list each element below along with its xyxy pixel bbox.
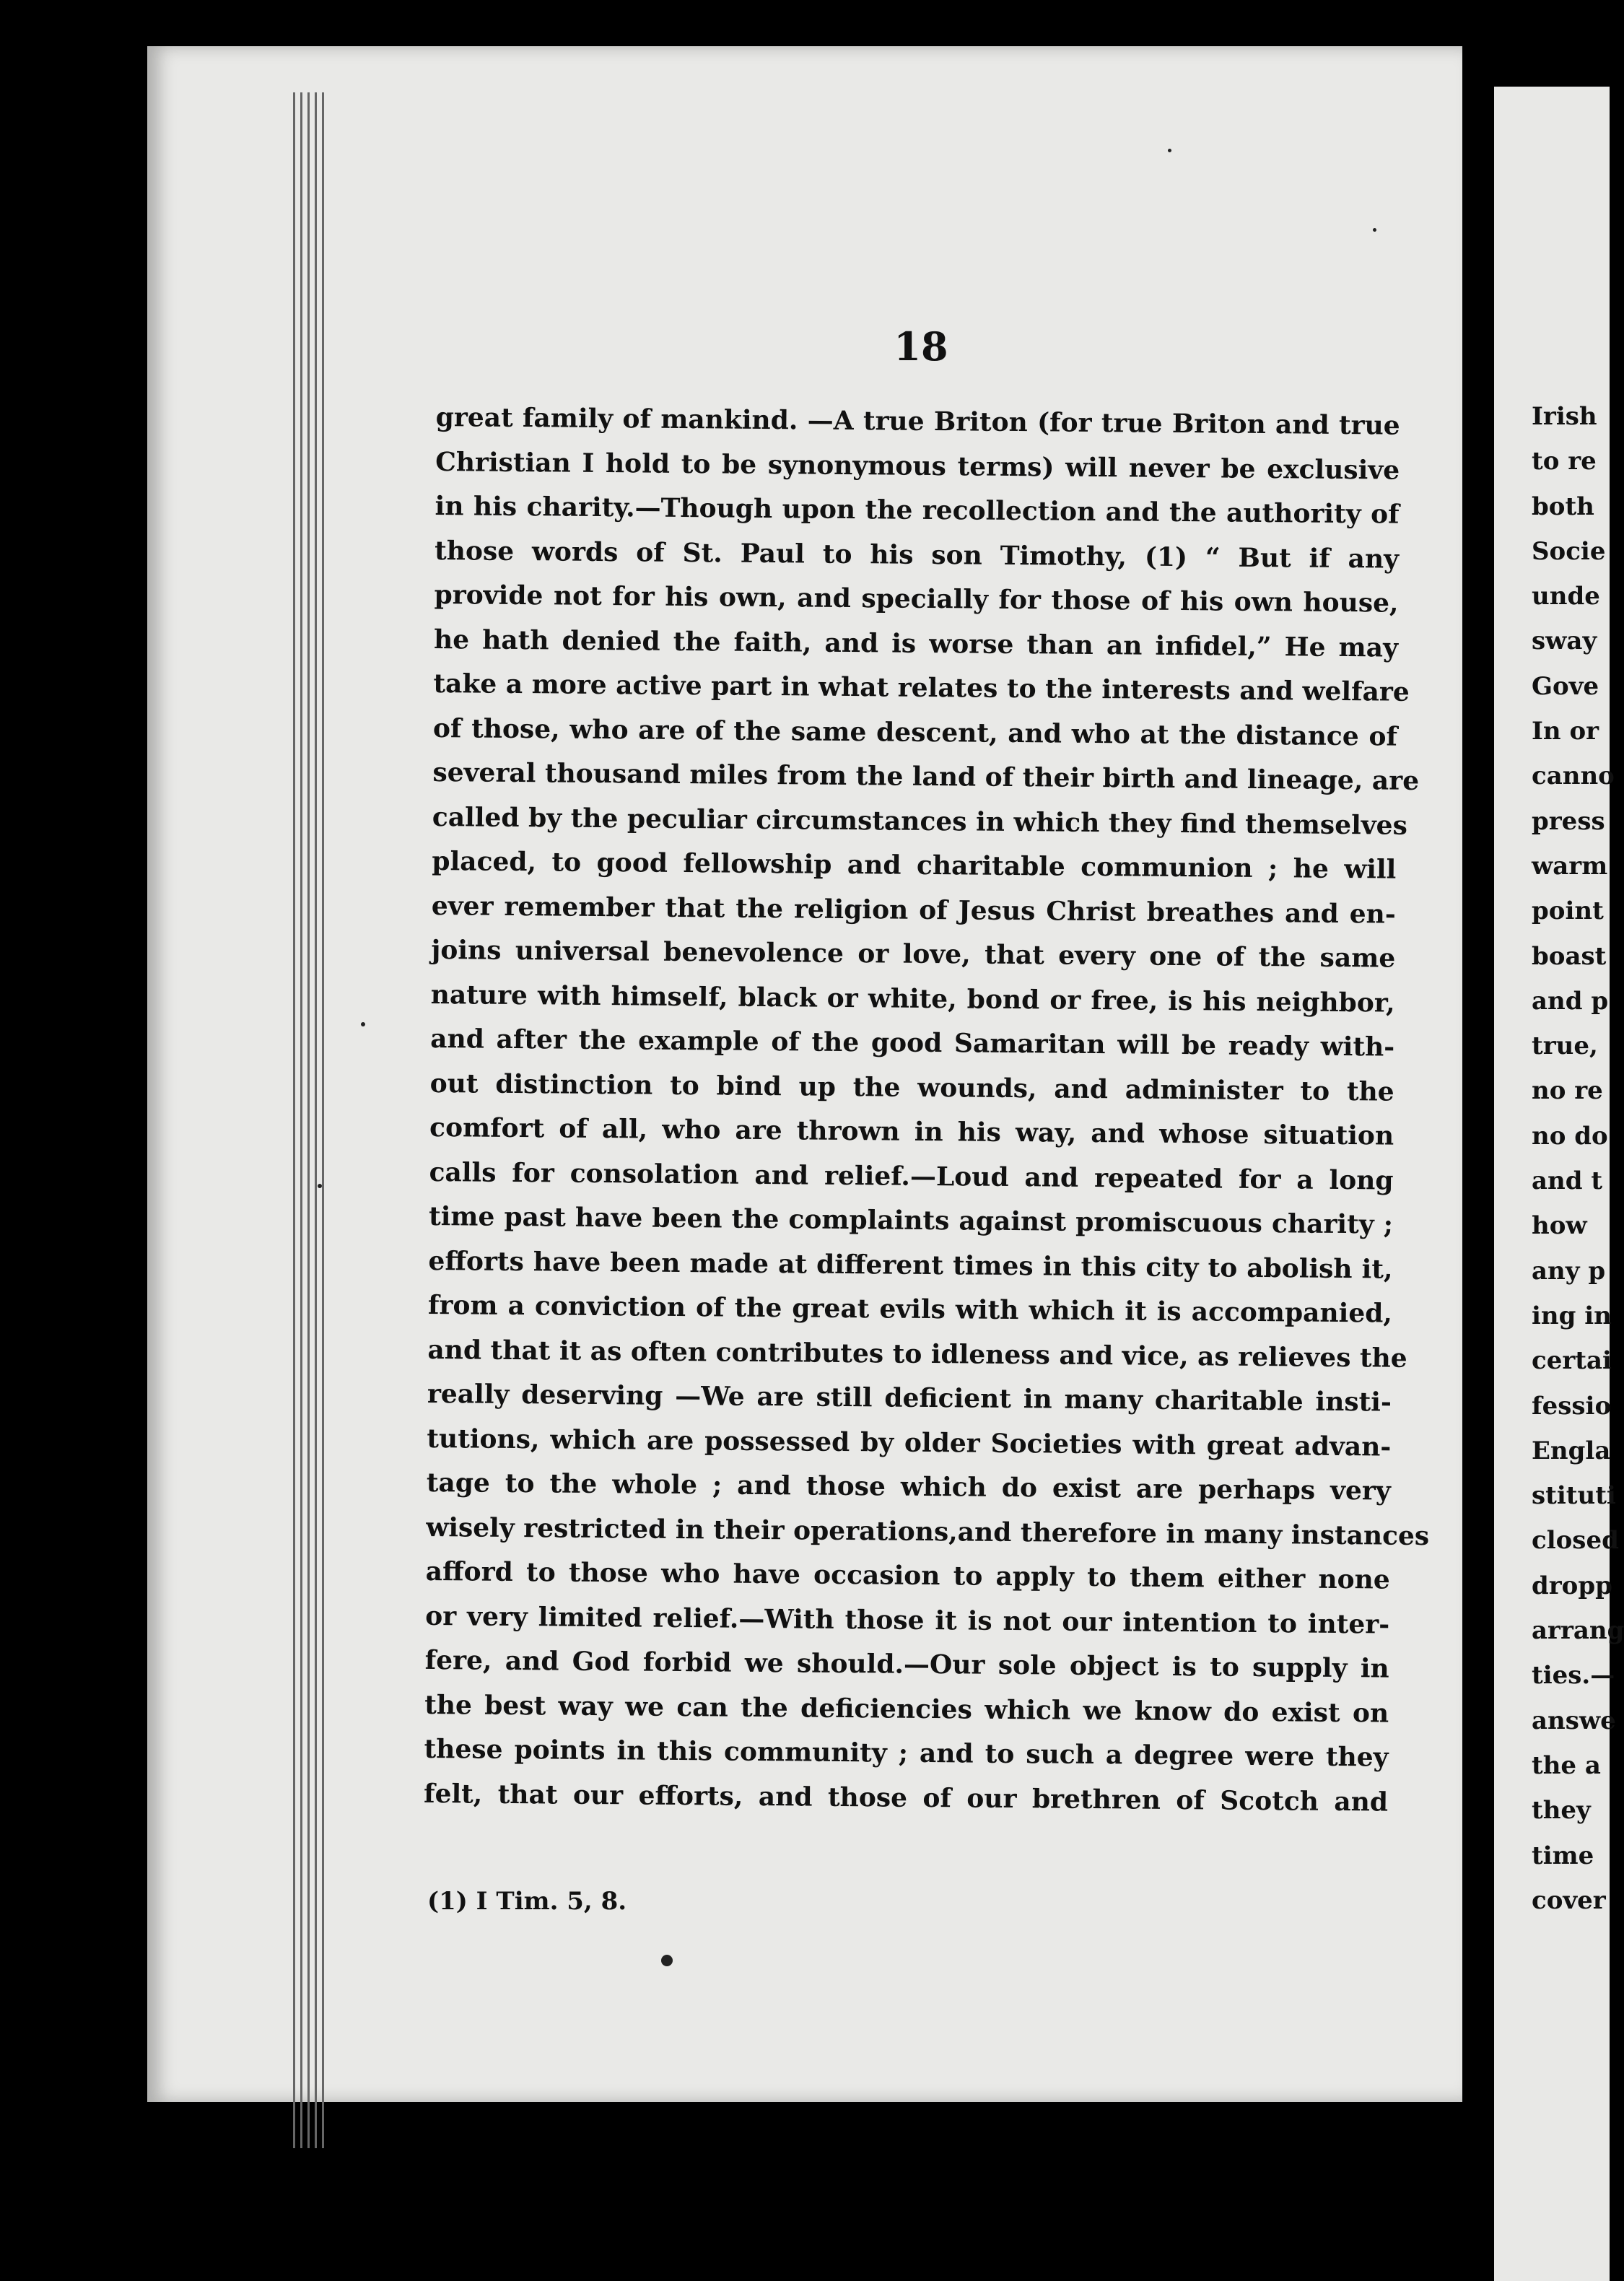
text-line: wisely restricted in their operations,and therefore in many instances xyxy=(426,1512,1430,1551)
facing-text-line: how xyxy=(1532,1211,1587,1241)
text-line: joins universal benevolence or love, that every one of the same xyxy=(431,934,1396,974)
text-line: of those, who are of the same descent, and who at the distance of xyxy=(432,712,1398,752)
facing-text-line: arrang xyxy=(1532,1616,1624,1646)
text-line: comfort of all, who are thrown in his way, and whose situation xyxy=(429,1112,1394,1151)
facing-text-line: true, xyxy=(1532,1032,1598,1061)
text-line: time past have been the complaints against promiscuous charity ; xyxy=(428,1200,1394,1240)
text-line: placed, to good fellowship and charitable communion ; he will xyxy=(432,845,1397,885)
text-line: tutions, which are possessed by older Societies with great advan- xyxy=(427,1423,1392,1462)
facing-text-line: the a xyxy=(1532,1750,1601,1780)
facing-text-line: cover xyxy=(1532,1885,1606,1915)
facing-text-line: Gove xyxy=(1532,671,1599,701)
text-line: ever remember that the religion of Jesus Christ breathes and en- xyxy=(431,890,1396,930)
facing-text-line: unde xyxy=(1532,582,1600,611)
text-line: those words of St. Paul to his son Timothy, (1) “ But if any xyxy=(434,535,1400,575)
text-line: take a more active part in what relates to the interests and welfare xyxy=(433,668,1410,707)
facing-text-line: ties.— xyxy=(1532,1661,1615,1691)
ink-speck xyxy=(1168,149,1171,152)
facing-text-line: no do xyxy=(1532,1121,1608,1151)
facing-text-line: canno xyxy=(1532,762,1615,791)
text-line: provide not for his own, and specially for those of his own house, xyxy=(434,579,1399,619)
text-line: afford to those who have occasion to apply to them either none xyxy=(425,1556,1390,1595)
page-edges xyxy=(292,92,336,2148)
facing-text-line: and t xyxy=(1532,1166,1603,1196)
facing-text-line: both xyxy=(1532,492,1594,521)
facing-text-line: press xyxy=(1532,806,1605,836)
text-line: called by the peculiar circumstances in which they find themselves xyxy=(432,801,1408,841)
text-line: the best way we can the deficiencies which we know do exist on xyxy=(424,1689,1389,1729)
text-line: he hath denied the faith, and is worse than an infidel,” He may xyxy=(433,624,1399,663)
facing-text-line: no re xyxy=(1532,1076,1603,1106)
text-line: tage to the whole ; and those which do exist are perhaps very xyxy=(426,1467,1391,1506)
ink-speck xyxy=(318,1184,322,1188)
facing-text-line: fessio xyxy=(1532,1391,1612,1421)
facing-text-line: In or xyxy=(1532,717,1599,746)
facing-text-line: boast xyxy=(1532,941,1607,971)
footnote: (1) I Tim. 5, 8. xyxy=(427,1887,627,1916)
facing-text-line: Socie xyxy=(1532,536,1606,566)
text-line: and that it as often contributes to idleness and vice, as relieves the xyxy=(427,1334,1407,1374)
ink-speck xyxy=(361,1022,365,1026)
text-line: or very limited relief.—With those it is not our intention to inter- xyxy=(425,1600,1390,1640)
facing-text-line: ing in xyxy=(1532,1301,1612,1330)
facing-page-text xyxy=(1532,394,1624,1923)
text-line: several thousand miles from the land of their birth and lineage, are xyxy=(432,756,1420,796)
facing-text-line: they xyxy=(1532,1796,1591,1826)
facing-text-line: and p xyxy=(1532,986,1609,1016)
facing-text-line: to re xyxy=(1532,447,1597,476)
text-line: calls for consolation and relief.—Loud and repeated for a long xyxy=(429,1156,1394,1196)
text-line: nature with himself, black or white, bond or free, is his neighbor, xyxy=(430,979,1395,1019)
facing-text-line: answe xyxy=(1532,1706,1616,1735)
facing-text-line: sway xyxy=(1532,627,1597,656)
facing-text-line: Engla xyxy=(1532,1436,1611,1465)
ink-speck xyxy=(661,1955,673,1966)
text-line: fere, and God forbid we should.—Our sole object is to supply in xyxy=(424,1644,1389,1684)
facing-text-line: any p xyxy=(1532,1256,1606,1286)
text-line: efforts have been made at different times in this city to abolish it, xyxy=(428,1245,1393,1285)
text-line: from a conviction of the great evils with which it is accompanied, xyxy=(427,1289,1393,1329)
text-line: great family of mankind. —A true Briton (for true Briton and true xyxy=(435,401,1400,441)
ink-speck xyxy=(1373,228,1376,232)
facing-text-line: dropp xyxy=(1532,1571,1612,1600)
facing-text-line: Irish xyxy=(1532,402,1597,431)
text-line: really deserving —We are still deficient in many charitable insti- xyxy=(427,1378,1392,1418)
text-line: felt, that our efforts, and those of our brethren of Scotch and xyxy=(423,1778,1389,1818)
text-line: and after the example of the good Samaritan will be ready with- xyxy=(430,1023,1395,1063)
text-line: out distinction to bind up the wounds, and administer to the xyxy=(429,1068,1394,1107)
facing-text-line: point xyxy=(1532,897,1604,926)
facing-text-line: certai xyxy=(1532,1346,1612,1376)
body-text xyxy=(423,396,1430,1825)
facing-text-line: time xyxy=(1532,1841,1594,1870)
text-line: in his charity.—Though upon the recollection and the authority of xyxy=(435,490,1400,530)
page-number: 18 xyxy=(894,323,948,370)
facing-text-line: closed xyxy=(1532,1526,1619,1556)
text-line: these points in this community ; and to such a degree were they xyxy=(424,1733,1389,1773)
facing-text-line: stituti xyxy=(1532,1481,1616,1511)
text-line: Christian I hold to be synonymous terms) will never be exclusive xyxy=(435,446,1400,486)
facing-text-line: warm xyxy=(1532,851,1608,881)
